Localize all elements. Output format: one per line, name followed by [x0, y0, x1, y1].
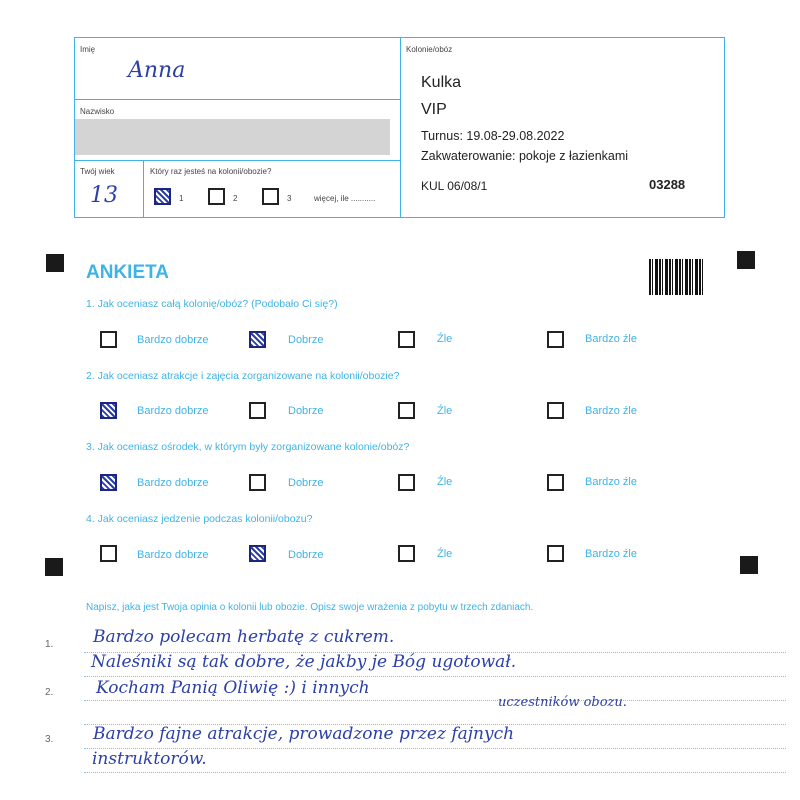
line-number-2: 2.: [45, 687, 54, 698]
which-time-checkbox-3[interactable]: [262, 188, 279, 205]
writing-line: [84, 676, 786, 677]
q1-label-dobrze: Dobrze: [288, 334, 324, 346]
q4-label-zle: Źle: [437, 548, 453, 560]
question-1: 1. Jak oceniasz całą kolonię/obóz? (Podobało Ci się?): [86, 298, 338, 310]
q3-checkbox-dobrze[interactable]: [249, 474, 266, 491]
q1-label-zle: Źle: [437, 333, 453, 345]
name-value[interactable]: Anna: [128, 58, 186, 83]
line-number-1: 1.: [45, 639, 54, 650]
which-time-label: Który raz jesteś na kolonii/obozie?: [150, 167, 272, 176]
opinion-line-3[interactable]: Kocham Panią Oliwię :) i innych: [96, 678, 370, 698]
which-time-checkbox-1[interactable]: [154, 188, 171, 205]
q3-checkbox-bardzo-zle[interactable]: [547, 474, 564, 491]
q3-label-zle: Źle: [437, 476, 453, 488]
question-3: 3. Jak oceniasz ośrodek, w którym były zorganizowane kolonie/obóz?: [86, 441, 410, 453]
line-number-3: 3.: [45, 734, 54, 745]
question-2: 2. Jak oceniasz atrakcje i zajęcia zorganizowane na kolonii/obozie?: [86, 370, 400, 382]
q3-label-dobrze: Dobrze: [288, 477, 324, 489]
age-label: Twój wiek: [80, 167, 115, 176]
q4-checkbox-bardzo-dobrze[interactable]: [100, 545, 117, 562]
camp-name: Kulka: [421, 74, 462, 91]
camp-label: Kolonie/obóz: [406, 45, 453, 54]
q4-checkbox-dobrze[interactable]: [249, 545, 266, 562]
q3-checkbox-zle[interactable]: [398, 474, 415, 491]
registration-mark-bottom-left: [45, 558, 63, 576]
q1-label-bardzo-dobrze: Bardzo dobrze: [137, 334, 209, 346]
opinion-line-5[interactable]: Bardzo fajne atrakcje, prowadzone przez fajnych: [93, 724, 515, 744]
q2-label-bardzo-zle: Bardzo źle: [585, 405, 637, 417]
opinion-line-4[interactable]: uczestników obozu.: [498, 695, 627, 710]
q1-checkbox-zle[interactable]: [398, 331, 415, 348]
q1-checkbox-bardzo-zle[interactable]: [547, 331, 564, 348]
q2-checkbox-zle[interactable]: [398, 402, 415, 419]
q4-label-bardzo-zle: Bardzo źle: [585, 548, 637, 560]
q2-checkbox-bardzo-zle[interactable]: [547, 402, 564, 419]
q2-checkbox-dobrze[interactable]: [249, 402, 266, 419]
writing-line: [84, 772, 786, 773]
surname-redacted: [75, 119, 390, 155]
q4-label-bardzo-dobrze: Bardzo dobrze: [137, 549, 209, 561]
name-label: Imię: [80, 45, 96, 54]
survey-title: ANKIETA: [86, 262, 170, 283]
opinion-line-2[interactable]: Naleśniki są tak dobre, że jakby je Bóg ugotował.: [91, 652, 517, 672]
q3-checkbox-bardzo-dobrze[interactable]: [100, 474, 117, 491]
q3-label-bardzo-dobrze: Bardzo dobrze: [137, 477, 209, 489]
opinion-prompt: Napisz, jaka jest Twoja opinia o kolonii lub obozie. Opisz swoje wrażenia z pobytu w trzech zdaniach.: [86, 602, 534, 613]
camp-code: KUL 06/08/1: [421, 179, 488, 193]
opinion-line-6[interactable]: instruktorów.: [92, 749, 207, 769]
camp-type: VIP: [421, 101, 447, 118]
accommodation: Zakwaterowanie: pokoje z łazienkami: [421, 149, 629, 163]
form-number: 03288: [649, 177, 686, 192]
opinion-line-1[interactable]: Bardzo polecam herbatę z cukrem.: [93, 627, 395, 647]
age-value[interactable]: 13: [90, 183, 118, 208]
writing-line: [84, 700, 786, 701]
turnus: Turnus: 19.08-29.08.2022: [421, 129, 565, 143]
q4-label-dobrze: Dobrze: [288, 549, 324, 561]
q4-checkbox-bardzo-zle[interactable]: [547, 545, 564, 562]
q1-label-bardzo-zle: Bardzo źle: [585, 333, 637, 345]
which-time-option-1: 1: [179, 194, 184, 203]
barcode: [649, 259, 704, 295]
q1-checkbox-dobrze[interactable]: [249, 331, 266, 348]
which-time-option-2: 2: [233, 194, 238, 203]
which-time-option-3: 3: [287, 194, 292, 203]
q3-label-bardzo-zle: Bardzo źle: [585, 476, 637, 488]
q2-checkbox-bardzo-dobrze[interactable]: [100, 402, 117, 419]
registration-mark-top-right: [737, 251, 755, 269]
which-time-checkbox-2[interactable]: [208, 188, 225, 205]
more-label: więcej, ile ...........: [314, 194, 376, 203]
surname-label: Nazwisko: [80, 107, 115, 116]
registration-mark-top-left: [46, 254, 64, 272]
q2-label-bardzo-dobrze: Bardzo dobrze: [137, 405, 209, 417]
registration-mark-bottom-right: [740, 556, 758, 574]
q2-label-dobrze: Dobrze: [288, 405, 324, 417]
q4-checkbox-zle[interactable]: [398, 545, 415, 562]
question-4: 4. Jak oceniasz jedzenie podczas kolonii/obozu?: [86, 513, 313, 525]
q1-checkbox-bardzo-dobrze[interactable]: [100, 331, 117, 348]
q2-label-zle: Źle: [437, 405, 453, 417]
